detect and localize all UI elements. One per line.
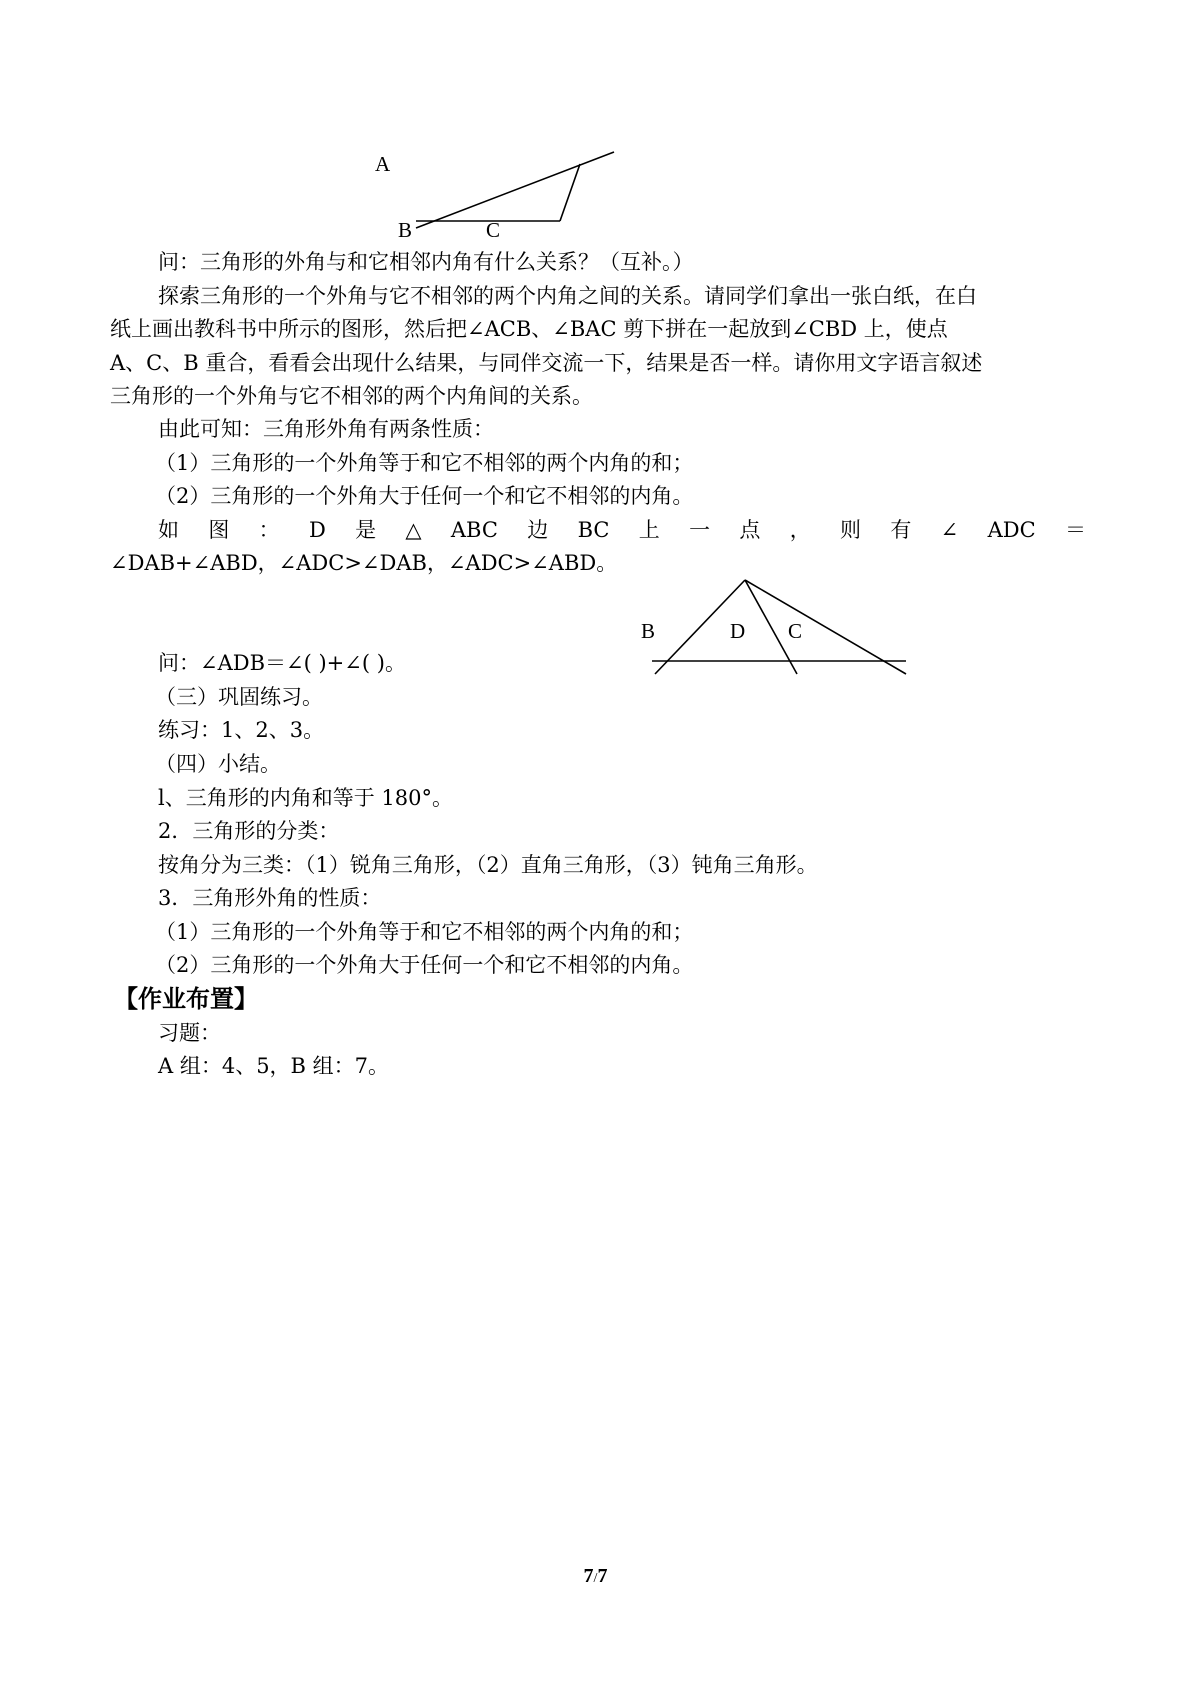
example-token: 则 (840, 518, 862, 542)
figure-2-label-b: B (641, 619, 656, 643)
example-token: 图 (208, 518, 230, 542)
summary-item-1: l、三角形的内角和等于 180°。 (158, 786, 453, 810)
example-token: D (308, 518, 326, 542)
example-token: ＝ (1064, 518, 1086, 542)
page-total: 7 (597, 1565, 608, 1587)
figure-1-label-b: B (398, 218, 413, 242)
explore-line-1: 探索三角形的一个外角与它不相邻的两个内角之间的关系。请同学们拿出一张白纸，在白 (158, 284, 977, 308)
example-token: 上 (638, 518, 660, 542)
question-adjacent-angle: 问：三角形的外角与和它相邻内角有什么关系？（互补。） (158, 250, 694, 274)
example-token: △ (405, 518, 422, 542)
example-token: BC (577, 518, 610, 542)
example-token: 边 (527, 518, 549, 542)
explore-line-2: 纸上画出教科书中所示的图形，然后把∠ACB、∠BAC 剪下拼在一起放到∠CBD 上，使点 (110, 317, 948, 341)
figure-2-label-d: D (730, 619, 746, 643)
summary-item-2: 2．三角形的分类： (158, 819, 340, 843)
homework-heading: 【作业布置】 (114, 985, 258, 1013)
homework-label: 习题： (158, 1021, 221, 1045)
conclusion-line: 由此可知：三角形外角有两条性质： (158, 417, 494, 441)
practice-items: 练习：1、2、3。 (158, 718, 325, 742)
example-token: 是 (355, 518, 377, 542)
example-token: ADC (987, 518, 1036, 542)
example-line-2: ∠DAB+∠ABD，∠ADC>∠DAB，∠ADC>∠ABD。 (110, 551, 618, 575)
example-token: 有 (890, 518, 912, 542)
section-summary-title: （四）小结。 (155, 752, 281, 776)
example-token: 一 (689, 518, 711, 542)
example-token: ， (789, 518, 811, 542)
homework-groups: A 组：4、5，B 组：7。 (158, 1054, 390, 1078)
property-1: （1）三角形的一个外角等于和它不相邻的两个内角的和； (155, 451, 694, 475)
question-adb: 问：∠ADB＝∠( )+∠( )。 (158, 651, 406, 675)
example-token: 点 (739, 518, 761, 542)
figure-2-line-ac-extended (745, 580, 906, 674)
page-number (0, 1565, 1191, 1588)
figure-2-label-c: C (788, 619, 803, 643)
summary-item-2-detail: 按角分为三类：（1）锐角三角形，（2）直角三角形，（3）钝角三角形。 (158, 853, 818, 877)
example-token: ABC (450, 518, 498, 542)
figure-1-label-c: C (486, 218, 501, 242)
figure-1-label-a: A (375, 152, 391, 176)
explore-line-4: 三角形的一个外角与它不相邻的两个内角间的关系。 (110, 384, 593, 408)
summary-item-3-property-1: （1）三角形的一个外角等于和它不相邻的两个内角的和； (155, 920, 694, 944)
summary-item-3-property-2: （2）三角形的一个外角大于任何一个和它不相邻的内角。 (155, 953, 694, 977)
property-2: （2）三角形的一个外角大于任何一个和它不相邻的内角。 (155, 484, 694, 508)
summary-item-3: 3．三角形外角的性质： (158, 886, 382, 910)
page-separator: / (593, 1571, 598, 1586)
page-current: 7 (583, 1565, 594, 1587)
example-token: ∠ (940, 518, 959, 542)
example-token: ： (258, 518, 280, 542)
example-token: 如 (158, 518, 179, 542)
section-practice-title: （三）巩固练习。 (155, 685, 323, 709)
explore-line-3: A、C、B 重合，看看会出现什么结果，与同伴交流一下，结果是否一样。请你用文字语言叙述 (110, 351, 983, 375)
